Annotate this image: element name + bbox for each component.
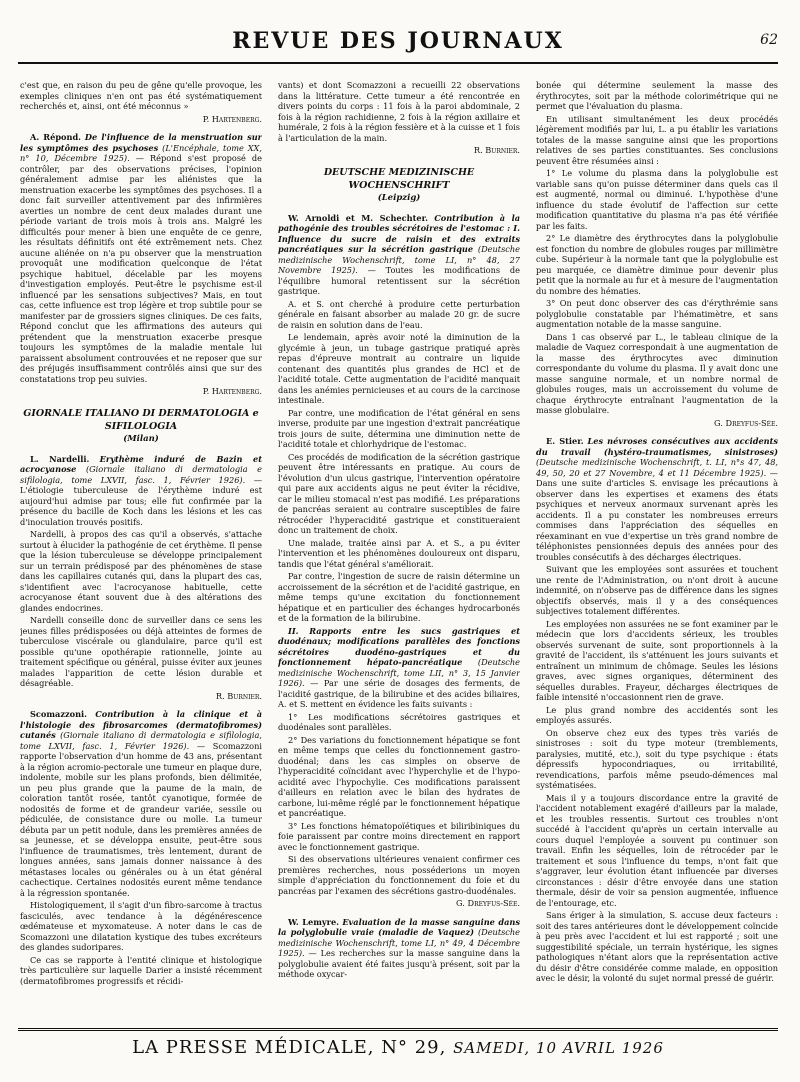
article-reference: (Deutsche medizinische Wochenschrift, tome LI, n° 49, 4 Décembre 1925). [278, 927, 520, 958]
article-lemyre [278, 917, 520, 980]
paragraph: Si des observations ultérieures venaient confirmer ces premières recherches, nous posséderions un moyen simple d'appréciation du fonctionnement du foie et du pancréas par l'examen des sécrétions gastro-duodénales. [278, 854, 520, 896]
list-item: 1° Les modifications sécrétoires gastriques et duodénales sont parallèles. [278, 711, 520, 732]
article-author: W. Lemyre. [288, 916, 340, 927]
article-reference: (L'Encéphale, tome XX, n° 10, Décembre 1925). [20, 142, 262, 163]
article-scomazzoni [20, 709, 262, 898]
list-item: 3° On peut donc observer des cas d'érythrémie sans polyglobulie constatable par l'hématimètre, et sans augmentation notable de la masse sanguine. [536, 298, 778, 329]
article-title: De l'influence de la menstruation sur les symptômes des psychoses [20, 132, 262, 153]
section-heading [20, 407, 262, 446]
article-author: A. Répond. [30, 132, 82, 142]
list-item: 1° Le volume du plasma dans la polyglobulie est variable sans qu'on puisse déterminer dans quels cas il est augmenté, normal ou diminué. L'hypothèse d'une influence du stade évolutif de l'affection sur cette modification quantitative du plasma n'a pas été vérifiée par les faits. [536, 168, 778, 231]
paragraph: Le plus grand nombre des accidentés sont les employés assurés. [536, 704, 778, 725]
paragraph: Par contre, une modification de l'état général en sens inverse, produite par une ingestion d'extrait pancréatique trois jours de suite, détermina une diminution nette de l'acidité totale et chlorhydrique de l'estomac. [278, 407, 520, 449]
column-3 [536, 80, 778, 1020]
signature: P. Hartenberg. [202, 386, 262, 396]
article-part-two [278, 626, 520, 710]
paragraph: Nardelli, à propos des cas qu'il a observés, s'attache surtout à élucider la pathogénie de cet érythème. Il pense que la lésion tuberculeuse se développe principalement sur un terrain prédisposé par des phénomènes de stase dans les capillaires cutanés qui, dans la plupart des cas, s'identifient avec l'acrocyanose habituelle, cette acrocyanose étant souvent due à des altérations des glandes endocrines. [20, 529, 262, 613]
article-body: — Répond s'est proposé de contrôler, par des observations précises, l'opinion généralement admise par les aliénistes que la menstruation exacerbe les symptômes des psychoses. Il a donc fait surveiller attentivement par des infirmières averties un nombre de cent deux malades durant une période variant de trois mois à trois ans. Malgré les difficultés pour mener à bien une enquête de ce genre, les résultats définitifs ont été extrêmement nets. Chez aucune aliénée on n'a pu observer que la menstruation provoquât une modification quelconque de l'état psychique habituel, décelable par les moyens d'investigation employés. Peut-être le psychisme est-il influencé par les sensations subjectives? Mais, en tout cas, cette influence est trop légère et trop subtile pour se manifester par de grossiers signes cliniques. De ces faits, Répond conclut que les affirmations des auteurs qui prétendent que la menstruation exacerbe presque toujours les symptômes de la maladie mentale lui paraissent absolument controuvées et ne reposer que sur des préjugés insuffisamment contrôlés ainsi que sur des constatations trop peu suivies. [20, 153, 262, 384]
article-reference: (Deutsche medizinische Wochenschrift, tome LII, n° 3, 15 Janvier 1926). [278, 657, 520, 688]
article-body: — Par une série de dosages des ferments, de l'acidité gastrique, de la bilirubine et des acides biliaires, A. et S. mettent en évidence les faits suivants : [278, 678, 520, 709]
article-author: L. Nardelli. [30, 453, 90, 464]
paragraph: Le lendemain, après avoir noté la diminution de la glycémie à jeun, un tubage gastrique pratiqué après repas d'épreuve montrait au contraire un liquide contenant des quantités plus grandes de HCl et de l'acidité totale. Cette augmentation de l'acidité manquait dans les anémies pernicieuses et au cours de la carcinose intestinale. [278, 332, 520, 405]
paragraph: En utilisant simultanément les deux procédés légèrement modifiés par lui, L. a pu établir les variations totales de la masse sanguine ainsi que les proportions relatives de ses parties constituantes. Ses conclusions peuvent être résumées ainsi : [536, 113, 778, 166]
list-item: 2° Le diamètre des érythrocytes dans la polyglobulie est fonction du nombre de globules rouges par millimètre cube. Supérieur à la normale tant que la polyglobulie est peu marquée, ce diamètre diminue pour devenir plus petit que la normale au fur et à mesure de l'augmentation du nombre des hématies. [536, 233, 778, 296]
section-title: GIORNALE ITALIANO DI DERMATOLOGIA e SIFILOLOGIA [23, 407, 259, 432]
paragraph: c'est que, en raison du peu de gêne qu'elle provoque, les exemples cliniques n'en ont pas été systématiquement recherchés et, ainsi, ont été méconnus » [20, 80, 262, 111]
paragraph: Nardelli conseille donc de surveiller dans ce sens les jeunes filles prédisposées ou déjà atteintes de formes de tuberculose viscérale ou glandulaire, parce qu'il est possible qu'une opothérapie rationnelle, jointe au traitement spécifique ou général, puisse éviter aux jeunes malades l'apparition de cette lésion durable et désagréable. [20, 615, 262, 688]
paragraph: vants) et dont Scomazzoni a recueilli 22 observations dans la littérature. Cette tumeur a été rencontrée en divers points du corps : 11 fois à la paroi abdominale, 2 fois à la région rachidienne, 2 fois à la région axillaire et humérale, 2 fois à la région fessière et à la cuisse et 1 fois à l'articulation de la main. [278, 80, 520, 143]
paragraph: Par contre, l'ingestion de sucre de raisin détermine un accroissement de la sécrétion et de l'acidité gastrique, en même temps qu'une excitation du fonctionnement hépatique et en particulier des échanges hydrocarbonés et de la formation de la bilirubine. [278, 571, 520, 623]
section-title: DEUTSCHE MEDIZINISCHE WOCHENSCHRIFT [323, 166, 475, 191]
paragraph: Suivant que les employées sont assurées et touchent une rente de l'Administration, ou n'ont droit à aucune indemnité, on n'observe pas de différence dans les signes objectifs observés, mais il y a des conséquences subjectives totalement différentes. [536, 564, 778, 616]
article-title: Evaluation de la masse sanguine dans la polyglobulie vraie (maladie de Vaquez) [278, 916, 520, 937]
signature: R. Burnier. [215, 690, 262, 701]
list-item: 2° Des variations du fonctionnement hépatique se font en même temps que celles du fonctionnement gastro-duodénal; dans les cas simples on observe de l'hyperacidité coïncidant avec l'hyperchylie et de l'hypo-acidité avec l'hypochylie. Ces modifications paraissent d'ailleurs en relation avec le bilan des hydrates de carbone, lui-même réglé par le fonctionnement hépatique et pancréatique. [278, 734, 520, 818]
article-arnoldi-schechter [278, 213, 520, 297]
article-reference: (Deutsche medizinische Wochenschrift, tome LI, n° 48, 27 Novembre 1925). [278, 244, 520, 275]
footer-journal: LA PRESSE MÉDICALE, N° 29, [132, 1037, 447, 1058]
section-heading [278, 166, 520, 205]
article-body: — Dans une suite d'articles S. envisage les précautions à observer dans les expertises et examens des états psychiques et nerveux anormaux survenant après les accidents. Il a pu constater les nombreuses erreurs commises dans l'appréciation des séquelles en réexaminant en vue d'expertise un très grand nombre de téléphonistes pensionnées depuis des années pour des troubles consécutifs à des décharges électriques. [536, 467, 778, 562]
signature: G. Dreyfus-Sée. [456, 898, 520, 908]
article-author: W. Arnoldi et M. Schechter. [288, 212, 428, 223]
article-nardelli [20, 454, 262, 528]
article-body: — Les recherches sur la masse sanguine dans la polyglobulie avaient été faites jusqu'à présent, soit par la méthode oxycar- [278, 948, 520, 979]
paragraph: Dans 1 cas observé par L., le tableau clinique de la maladie de Vaquez correspondait à une augmentation de la masse des érythrocytes avec diminution correspondante du volume du plasma. Il y avait donc une masse sanguine normale, et un nombre normal de globules rouges, mais un accroissement du volume de chaque érythrocyte entraînant l'augmentation de la masse globulaire. [536, 331, 778, 415]
column-2 [278, 80, 520, 1020]
article-reference: (Deutsche medizinische Wochenschrift, t. LI, n°s 47, 48, 49, 50, 20 et 27 Novembre, 4 et 11 Décembre 1925). [536, 457, 778, 478]
article-body: — L'étiologie tuberculeuse de l'érythème induré est aujourd'hui admise par tous; elle fut confirmée par la présence du bacille de Koch dans les lésions et les cas d'inoculation trouvés positifs. [20, 474, 262, 527]
article-title: Les névroses consécutives aux accidents du travail (hystéro-traumatismes, sinistroses) [536, 436, 778, 457]
article-stier [536, 436, 778, 562]
masthead [18, 22, 778, 64]
article-reference: (Giornale italiano di dermatologia e sifilologia, tome LXVII, fasc. 1, Février 1926). [20, 464, 262, 485]
article-author: E. Stier. [546, 436, 584, 446]
article-author: Scomazzoni. [30, 709, 88, 719]
paragraph: Ce cas se rapporte à l'entité clinique et histologique très particulière sur laquelle Darier a insisté récemment (dermatofibromes progressifs et récidi- [20, 954, 262, 986]
footer-date: SAMEDI, 10 AVRIL 1926 [453, 1039, 664, 1057]
paragraph: Les employées non assurées ne se font examiner par le médecin que lors d'accidents sérieux, les troubles observés survenant de suite, sont proportionnels à la gravité de l'accident, ils s'atténuent les jours suivants et entraînent un minimum de chômage. Seules les lésions graves, avec signes organiques, déterminent des séquelles durables. Frayeur, décharges électriques de faible intensité n'occasionnent rien de grave. [536, 618, 778, 702]
paragraph: On observe chez eux des types très variés de sinistroses : soit du type moteur (tremblements, paralysies, mutité, etc.), soit du type psychique : états dépressifs hypocondriaques, ou irritabilité, revendications, parfois même pseudo-démences mal systématisées. [536, 727, 778, 790]
article-title: Contribution à la pathogénie des troubles sécrétoires de l'estomac : I. Influence du sucre de raisin et des extraits pancréatiques sur la sécrétion gastrique [278, 212, 520, 254]
article-reference: (Giornale italiano di dermatologia e sifilologia, tome LXVII, fasc. 1, Février 1926). [20, 730, 262, 751]
article-body: — Toutes les modifications de l'équilibre humoral retentissent sur la sécrétion gastrique. [278, 265, 520, 296]
article-repond [20, 132, 262, 384]
paragraph: Sans ériger à la simulation, S. accuse deux facteurs : soit des tares antérieures dont le développement coïncide à peu près avec l'accident et lui est rapporté ; soit une suggestibilité spéciale, un terrain hystérique, les signes pathologiques n'étant alors que la représentation active du désir d'être considérée comme malade, en opposition avec le désir, la volonté du sujet normal pressé de guérir. [536, 910, 778, 983]
article-title: Erythème induré de Bazin et acrocyanose [20, 453, 262, 474]
list-item: 3° Les fonctions hématopoïétiques et biliribiniques du foie paraissent par contre moins directement en rapport avec le fonctionnement gastrique. [278, 820, 520, 852]
article-title: II. Rapports entre les sucs gastriques et duodénaux; modifications parallèles des fonctions sécrétoires duodéno-gastriques et du fonctionnement hépato-pancréatique [278, 625, 520, 667]
section-city: (Milan) [123, 433, 159, 444]
signature: R. Burnier. [473, 145, 520, 155]
paragraph: Histologiquement, il s'agit d'un fibro-sarcome à tractus fasciculés, avec tendance à la dégénérescence œdémateuse et myxomateuse. A noter dans le cas de Scomazzoni une dilatation kystique des tubes excréteurs des glandes sudoripares. [20, 900, 262, 952]
page-footer [18, 1028, 778, 1071]
paragraph: Une malade, traitée ainsi par A. et S., a pu éviter l'intervention et les phénomènes douloureux ont disparu, tandis que l'état général s'améliorait. [278, 537, 520, 569]
footer-line [18, 1037, 778, 1058]
section-city: (Leipzig) [377, 192, 421, 203]
column-1 [20, 80, 262, 1020]
paragraph: A. et S. ont cherché à produire cette perturbation générale en faisant absorber au malade 20 gr. de sucre de raisin en solution dans de l'eau. [278, 298, 520, 330]
article-columns [20, 80, 780, 1020]
article-body: — Scomazzoni rapporte l'observation d'un homme de 43 ans, présentant à la région acromio-pectorale une tumeur en plaque dure, indolente, mobile sur les plans profonds, bien délimitée, un peu plus grande que la paume de la main, de coloration tantôt rosée, tantôt cyanotique, formée de nodosités de forme et de grandeur variée, sessile ou pédiculée, de consistance dure ou molle. La tumeur débuta par un petit nodule, dans les premières années de sa jeunesse, et se développa ensuite, peut-être sous l'influence de traumatismes, très lentement, durant de longues années, sans jamais donner naissance à des métastases locales ou générales ou à un état général cachectique. Certaines nodosités eurent même tendance à la régression spontanée. [20, 740, 262, 898]
paragraph: Mais il y a toujours discordance entre la gravité de l'accident notablement exagéré d'ailleurs par la malade, et les troubles ressentis. Surtout ces troubles n'ont succédé à l'accident qu'après un certain intervalle au cours duquel l'employée a souvent pu continuer son travail. Enfin les séquelles, loin de rétrocéder par le traitement et sous l'influence du temps, n'ont fait que s'aggraver, leur évolution étant influencée par diverses circonstances : désir d'être envoyée dans une station thermale, désir de voir sa pension augmentée, influence de l'entourage, etc. [536, 792, 778, 908]
signature: G. Dreyfus-Sée. [714, 417, 778, 428]
page-number: 62 [760, 32, 778, 48]
paragraph: Ces procédés de modification de la sécrétion gastrique peuvent être intéressants en pratique. Au cours de l'évolution d'un ulcus gastrique, l'intervention opératoire qui pare aux accidents aigus ne peut éviter la récidive, car le milieu stomacal n'est pas modifié. Les préparations de pancréas seraient au contraire susceptibles de faire rétrocéder l'hyperacidité gastrique et constitueraient donc un traitement de choix. [278, 451, 520, 535]
journal-section-title: REVUE DES JOURNAUX [232, 28, 564, 54]
article-title: Contribution à la clinique et à l'histologie des fibrosarcomes (dermatofibromes) cutanés [20, 709, 262, 740]
paragraph: bonée qui détermine seulement la masse des érythrocytes, soit par la méthode colorimétrique qui ne permet que l'évaluation du plasma. [536, 80, 778, 111]
signature: P. Hartenberg. [202, 113, 262, 124]
